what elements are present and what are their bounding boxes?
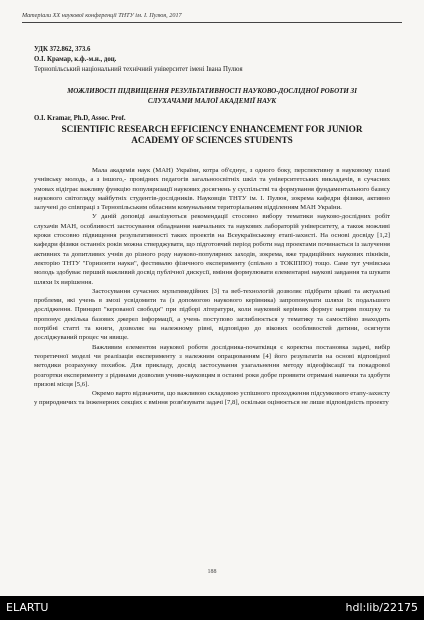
- udk-code: УДК 372.862, 373.6: [34, 46, 91, 53]
- affiliation: Тернопільський національний технічний університет імені Івана Пулюя: [34, 66, 243, 73]
- repository-name: ELARTU: [6, 601, 49, 614]
- page-number: 188: [207, 569, 217, 575]
- author-ua: О.І. Крамар, к.ф.-м.н., доц.: [34, 56, 117, 63]
- paragraph: У даній доповіді аналізуються рекомендації стосовно вибору тематики науково-дослідних робіт слухачів МАН, особливості застосування обладнання навчальних та наукових лабораторій університету, а також можливі кроки стосовно підвищення результативності таких проектів на Всеукраїнському етапі-захисті. На основі досвіду [1,2] кафедри фізики останніх років можна стверджувати, що підготовчий період роботи над проектами починається із залучення активних та допитливих учнів до різного роду науково-популярних заходів, зокрема, вже традиційних наукових пікніків, лекторію ТНТУ "Горизонти науки", фестивалю фізичного експерименту (спільно з ТОКІППО) тощо. Саме тут учнівська молодь здобуває перший важливий досвід публічної дискусії, вміння формулювати елементарні наукові завдання та шукати шляхи їх вирішення.: [34, 213, 390, 286]
- repository-footer: [0, 596, 424, 620]
- title-ua: МОЖЛИВОСТІ ПІДВИЩЕННЯ РЕЗУЛЬТАТИВНОСТІ НАУКОВО-ДОСЛІДНОЇ РОБОТИ ЗІ СЛУХАЧАМИ МАЛОЇ АКАДЕМІЇ НАУК: [67, 87, 357, 105]
- article-body: [34, 166, 390, 408]
- paragraph: Застосування сучасних мультимедійних [3] та веб-технологій дозволяє підібрати цікаві та актуальні проблеми, які учень в змозі усвідомити та (з допомогою наукового керівника) запропонувати шляхи їх подальшого дослідження. Принцип "керованої свободи" при підборі літератури, коли науковий керівник формує напрям пошуку та пропонує декілька базових джерел інформації, а учень поступово заглиблюється у тематику та самостійно знаходить потрібні статті та книги, дозволяє на належному рівні, відповідно до вікових особливостей дитини, осягнути досліджуваний процес чи явище.: [34, 287, 390, 342]
- running-header: Матеріали XX наукової конференції ТНТУ ім. І. Пулюя, 2017: [22, 12, 182, 19]
- paragraph: Мала академія наук (МАН) України, котра об'єднує, з одного боку, перспективну в науковому плані учнівську молодь, а з іншого,- провідних педагогів загальноосвітніх шкіл та університетських викладачів, в сучасних умовах відіграє важливу функцію популяризації наукових досягнень у суспільстві та формування фундаментального базису наукового світогляду майбутніх студентів-дослідників. Науковців ТНТУ ім. І. Пулюя, зокрема кафедри фізики, активно залучені до співпраці з Тернопільським обласним комунальним територіальним відділенням МАН України.: [34, 167, 390, 212]
- handle-link[interactable]: hdl:lib/22175: [345, 601, 418, 614]
- paragraph: Важливим елементом наукової роботи дослідника-початківця є коректна постановка задачі, вибір теоретичної моделі чи реалізація експерименту з належним опрацюванням [4] його результатів на основі відповідної методики розрахунку похибок. Для прикладу, досвід застосування узагальнення методу відеофіксації та покадрової розгортки експерименту з рідинами дозволив учням-науковцям в останні роки добре проявити отримані навички та здобути призові місця [5,6].: [34, 343, 390, 388]
- header-rule: [22, 22, 402, 23]
- paragraph: Окремо варто відзначити, що важливою складовою успішного проходження підсумкового етапу-захисту у природничих та інженерних секціях є вміння розв'язувати задачі [7,8], оскільки оцінюється не лише відповідність проекту: [34, 390, 390, 407]
- title-en: SCIENTIFIC RESEARCH EFFICIENCY ENHANCEMENT FOR JUNIOR ACADEMY OF SCIENCES STUDENTS: [61, 124, 363, 145]
- author-en: O.I. Kramar, Ph.D, Assoc. Prof.: [34, 115, 126, 122]
